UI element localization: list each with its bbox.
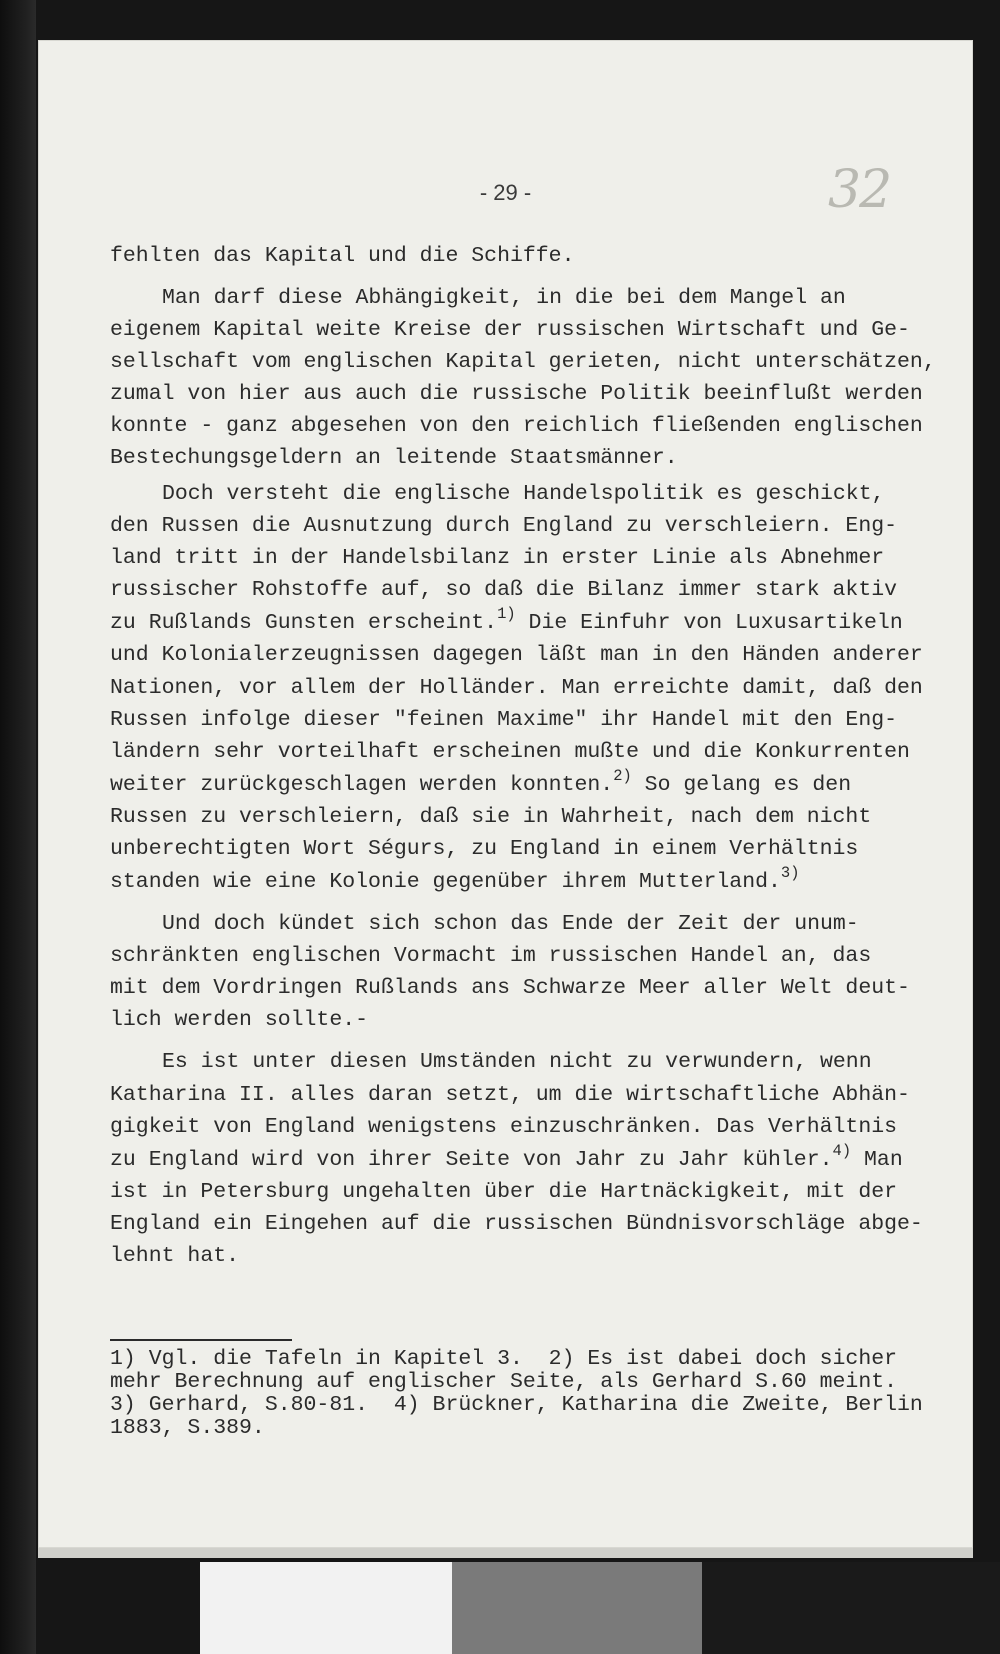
text-line: Katharina II. alles daran setzt, um die wirtschaftliche Abhän- <box>110 1083 910 1107</box>
footnote-mark: 3) <box>780 863 800 882</box>
text-line: eigenem Kapital weite Kreise der russischen Wirtschaft und Ge- <box>110 318 910 342</box>
footnote-line: 1) Vgl. die Tafeln in Kapitel 3. 2) Es ist dabei doch sicher <box>110 1347 898 1371</box>
binder-edge <box>0 0 36 1654</box>
text-run: Man <box>851 1148 903 1172</box>
footnote-line: 3) Gerhard, S.80-81. 4) Brückner, Katharina die Zweite, Berlin <box>110 1393 923 1417</box>
calibration-strip-white <box>200 1562 452 1654</box>
text-line: gigkeit von England wenigstens einzuschränken. Das Verhältnis <box>110 1115 898 1139</box>
paragraph-first-line: Doch versteht die englische Handelspolitik es geschickt, <box>162 482 885 506</box>
text-line-with-footnote <box>110 1141 960 1177</box>
archive-folio-number: 32 <box>828 160 891 220</box>
footnote-line: 1883, S.389. <box>110 1416 265 1440</box>
text-run: zu Rußlands Gunsten erscheint. <box>110 611 498 635</box>
footnote-mark: 4) <box>832 1141 852 1160</box>
text-line: ländern sehr vorteilhaft erscheinen mußte und die Konkurrenten <box>110 740 910 764</box>
text-run: zu England wird von ihrer Seite von Jahr zu Jahr kühler. <box>110 1148 833 1172</box>
text-line: ist in Petersburg ungehalten über die Hartnäckigkeit, mit der <box>110 1180 898 1204</box>
text-run: weiter zurückgeschlagen werden konnten. <box>110 773 614 797</box>
text-line: England ein Eingehen auf die russischen Bündnisvorschläge abge- <box>110 1212 923 1236</box>
footnote-line: mehr Berechnung auf englischer Seite, als Gerhard S.60 meint. <box>110 1370 898 1394</box>
text-line: konnte - ganz abgesehen von den reichlich fließenden englischen <box>110 414 923 438</box>
paragraph-first-line: Und doch kündet sich schon das Ende der Zeit der unum- <box>162 912 859 936</box>
calibration-strip-dark <box>702 1562 1000 1654</box>
calibration-strip-gray <box>452 1562 702 1654</box>
text-line: Nationen, vor allem der Holländer. Man erreichte damit, daß den <box>110 676 923 700</box>
text-line: schränkten englischen Vormacht im russischen Handel an, das <box>110 944 872 968</box>
text-line: zumal von hier aus auch die russische Politik beeinflußt werden <box>110 382 923 406</box>
page-number: - 29 - <box>479 180 532 205</box>
text-line: sellschaft vom englischen Kapital gerieten, nicht unterschätzen, <box>110 350 936 374</box>
text-line-with-footnote <box>110 766 960 802</box>
text-line: Russen zu verschleiern, daß sie in Wahrheit, nach dem nicht <box>110 805 872 829</box>
text-line: den Russen die Ausnutzung durch England zu verschleiern. Eng- <box>110 514 898 538</box>
text-line: unberechtigten Wort Ségurs, zu England in einem Verhältnis <box>110 837 859 861</box>
document-page <box>38 40 973 1548</box>
text-line: und Kolonialerzeugnissen dagegen läßt man in den Händen anderer <box>110 643 923 667</box>
text-run: So gelang es den <box>631 773 852 797</box>
text-line: russischer Rohstoffe auf, so daß die Bilanz immer stark aktiv <box>110 578 898 602</box>
text-line: mit dem Vordringen Rußlands ans Schwarze Meer aller Welt deut- <box>110 976 910 1000</box>
footnote-mark: 1) <box>497 604 516 623</box>
footnote-separator <box>110 1339 292 1341</box>
text-run: Die Einfuhr von Luxusartikeln <box>515 611 903 635</box>
text-line-with-footnote <box>110 604 960 640</box>
page-edge <box>38 1548 973 1558</box>
text-line: lehnt hat. <box>110 1244 240 1268</box>
paragraph-first-line: Man darf diese Abhängigkeit, in die bei dem Mangel an <box>162 286 846 310</box>
text-line: fehlten das Kapital und die Schiffe. <box>110 244 575 268</box>
text-line: land tritt in der Handelsbilanz in erster Linie als Abnehmer <box>110 546 885 570</box>
paragraph-first-line: Es ist unter diesen Umständen nicht zu verwundern, wenn <box>162 1050 872 1074</box>
text-run: standen wie eine Kolonie gegenüber ihrem Mutterland. <box>110 870 781 894</box>
text-line: Bestechungsgeldern an leitende Staatsmänner. <box>110 446 678 470</box>
footnote-mark: 2) <box>613 766 632 785</box>
text-line: lich werden sollte.- <box>110 1008 369 1032</box>
text-line-with-footnote <box>110 863 960 899</box>
text-line: Russen infolge dieser "feinen Maxime" ihr Handel mit den Eng- <box>110 708 898 732</box>
